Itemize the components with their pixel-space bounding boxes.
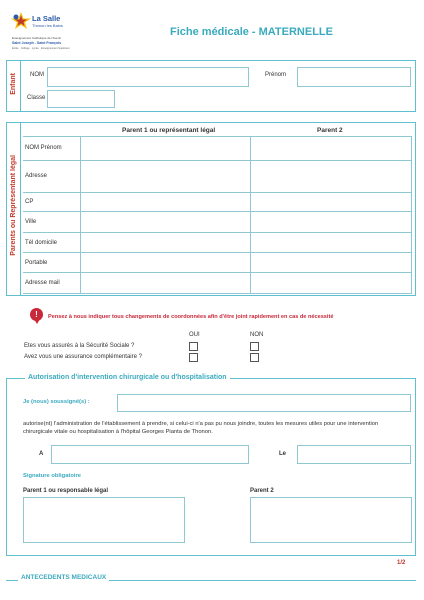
autorisation-title [25,374,230,381]
page-number: 1/2 [397,560,406,566]
logo-line2: Saint Joseph - Saint François [12,41,62,45]
antecedents-title-text: ANTECEDENTS MEDICAUX [21,574,107,581]
row-label-ville: Ville [25,219,37,225]
parents-label: Parents ou Représentant légal [10,155,17,256]
parent2-cp-cell[interactable] [250,193,412,211]
a-label: A [39,451,44,457]
col-header-parent2: Parent 2 [317,127,343,134]
enfant-label-box [7,61,21,111]
prenom-label: Prénom [265,72,287,78]
parents-row [23,233,412,253]
star-logo-icon [10,12,32,30]
non-header: NON [250,332,264,338]
signature-parent2-box[interactable] [250,497,412,543]
assurance-complementaire-non-checkbox[interactable] [250,353,259,362]
row-label-tel-domicile: Tél domicile [25,240,58,246]
securite-sociale-oui-checkbox[interactable] [189,342,198,351]
parent1-nom-prenom-cell[interactable] [80,137,250,160]
parent1-adresse-cell[interactable] [80,161,250,192]
parents-table [23,136,412,293]
row-label-portable: Portable [25,260,48,266]
row-label-adresse: Adresse [25,173,48,179]
classe-label: Classe [27,95,46,101]
parent1-portable-cell[interactable] [80,253,250,272]
warning-tail [34,319,40,324]
parents-row [23,253,412,273]
signature-parent2-label: Parent 2 [250,488,274,494]
enfant-label: Enfant [10,73,17,95]
nom-label: NOM [30,72,44,78]
securite-sociale-question: Etes vous assurés à la Sécurité Sociale ? [24,343,135,349]
parent1-mail-cell[interactable] [80,273,250,293]
parent1-cp-cell[interactable] [80,193,250,211]
parent1-ville-cell[interactable] [80,212,250,232]
row-label-nom-prenom: NOM Prénom [25,145,62,151]
row-label-adresse-mail: Adresse mail [25,280,60,286]
a-field[interactable] [51,445,249,464]
nom-field[interactable] [47,67,249,87]
parents-row [23,212,412,233]
assurance-complementaire-question: Avez vous une assurance complémentaire ? [24,354,142,360]
securite-sociale-non-checkbox[interactable] [250,342,259,351]
parents-section [6,122,416,296]
col-header-parent1: Parent 1 ou représentant légal [122,127,216,134]
logo-name: La Salle [32,14,61,23]
signature-parent1-box[interactable] [23,497,185,543]
logo-line3: École · Collège · Lycée · Enseignement Supérieur [12,47,70,50]
school-logo [8,12,70,60]
autorisation-text: autorise(nt) l'administration de l'établissement à prendre, si celui-ci n'a pas pu nous joindre, toutes les mesures utiles pour une intervention chirurgicale vitale ou hospitalisation à l'hôpital Georges Pianta de Thonon. [23,421,379,435]
autorisation-section [6,374,416,556]
signature-parent1-label: Parent 1 ou responsable légal [23,488,109,494]
logo-subtitle: Thonon les Bains [32,23,63,28]
page-title: Fiche médicale - MATERNELLE [170,26,333,38]
signature-label: Signature obligatoire [23,473,81,479]
assurance-complementaire-oui-checkbox[interactable] [189,353,198,362]
parent2-adresse-cell[interactable] [250,161,412,192]
parents-label-box [7,123,21,295]
parent1-tel-cell[interactable] [80,233,250,252]
soussigne-field[interactable] [117,394,411,412]
parents-row [23,273,412,294]
row-label-cp: CP [25,199,34,205]
parent2-ville-cell[interactable] [250,212,412,232]
enfant-section [6,60,416,112]
oui-header: OUI [189,332,200,338]
parents-row [23,161,412,193]
autorisation-title-text: Autorisation d'intervention chirurgicale ou d'hospitalisation [28,374,227,381]
le-label: Le [279,451,287,457]
logo-line1: Enseignement Catholique de l'Avenir [12,36,62,40]
parent2-nom-prenom-cell[interactable] [250,137,412,160]
soussigne-label: Je (nous) soussigné(s) : [23,399,90,405]
parent2-portable-cell[interactable] [250,253,412,272]
prenom-field[interactable] [297,67,411,87]
parent2-mail-cell[interactable] [250,273,412,293]
parents-row [23,193,412,212]
classe-field[interactable] [47,90,115,108]
parent2-tel-cell[interactable] [250,233,412,252]
warning-icon-glyph: ! [35,310,38,319]
le-field[interactable] [297,445,411,464]
antecedents-title [18,574,109,581]
warning-text: Pensez à nous indiquer tous changements de coordonnées afin d'être joint rapidement en cas de nécessité [48,314,334,320]
parents-row [23,137,412,161]
